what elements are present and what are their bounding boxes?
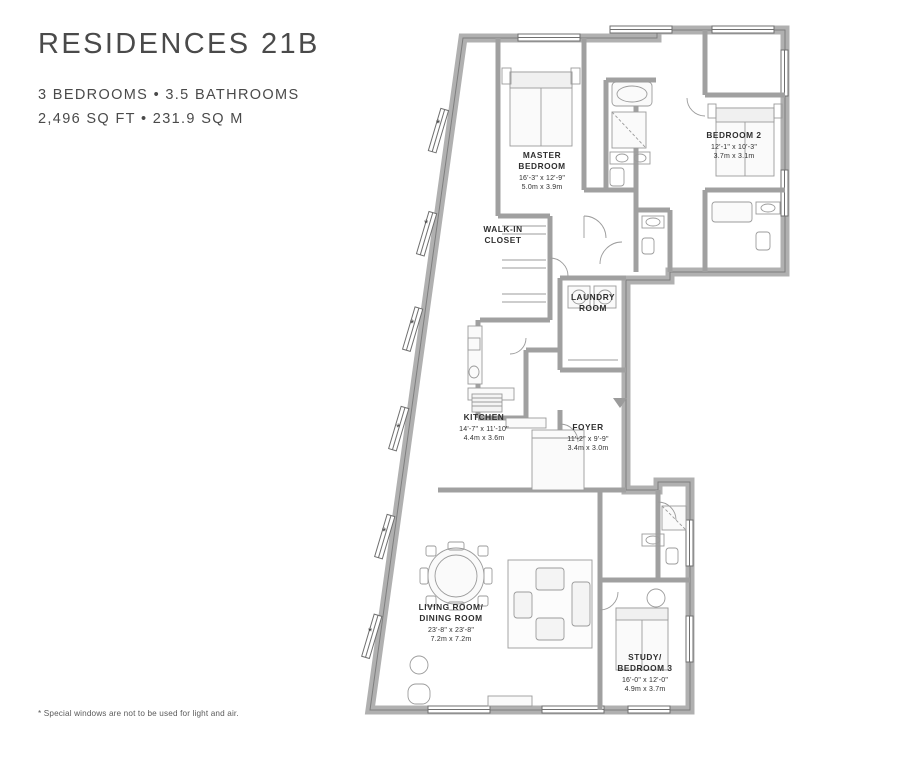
room-dim-imperial: 16'-3" x 12'-9"	[518, 174, 566, 182]
room-dim-imperial: 12'-1" x 10'-3"	[710, 143, 758, 151]
floor-plan	[360, 20, 880, 740]
room-name: FOYER	[572, 422, 604, 432]
special-window-marker-3: *	[410, 318, 415, 330]
room-name: LAUNDRY	[570, 292, 616, 302]
room-dim-metric: 5.0m x 3.9m	[521, 184, 563, 192]
room-name: WALK-IN	[483, 224, 523, 234]
room-name-2: DINING ROOM	[419, 612, 483, 623]
room-dim-imperial: 16'-0" x 12'-0"	[621, 676, 669, 684]
special-window-marker-4: *	[396, 422, 401, 434]
room-name-2: BEDROOM 3	[617, 662, 673, 673]
windows-bottom	[428, 706, 670, 713]
room-dim-metric: 4.4m x 3.6m	[463, 435, 505, 443]
room-name: MASTER	[522, 150, 562, 160]
room-name-2: ROOM	[578, 302, 607, 313]
room-dim-imperial: 23'-8" x 23'-8"	[427, 626, 475, 634]
room-dim-metric: 4.9m x 3.7m	[624, 686, 666, 694]
room-name: STUDY/	[628, 652, 662, 662]
room-dim-metric: 3.7m x 3.1m	[713, 153, 755, 161]
room-dim-imperial: 11'-2" x 9'-9"	[567, 435, 609, 443]
room-name: KITCHEN	[463, 412, 505, 422]
room-name-2: CLOSET	[484, 234, 522, 245]
room-name-2: BEDROOM	[518, 160, 566, 171]
room-name: BEDROOM 2	[706, 130, 762, 140]
special-window-marker-2: *	[424, 218, 429, 230]
room-dim-metric: 3.4m x 3.0m	[567, 445, 609, 453]
room-dim-metric: 7.2m x 7.2m	[430, 636, 472, 644]
special-window-marker-1: *	[436, 118, 441, 130]
room-name: LIVING ROOM/	[418, 602, 484, 612]
unit-summary-area: 2,496 SQ FT • 231.9 SQ M	[38, 111, 244, 127]
footnote-special-windows: * Special windows are not to be used for light and air.	[38, 709, 239, 718]
special-window-marker-6: *	[368, 626, 373, 638]
unit-summary-bedrooms: 3 BEDROOMS • 3.5 BATHROOMS	[38, 87, 300, 103]
special-window-marker-5: *	[382, 526, 387, 538]
room-dim-imperial: 14'-7" x 11'-10"	[459, 425, 509, 433]
page-title: RESIDENCES 21B	[38, 28, 320, 60]
